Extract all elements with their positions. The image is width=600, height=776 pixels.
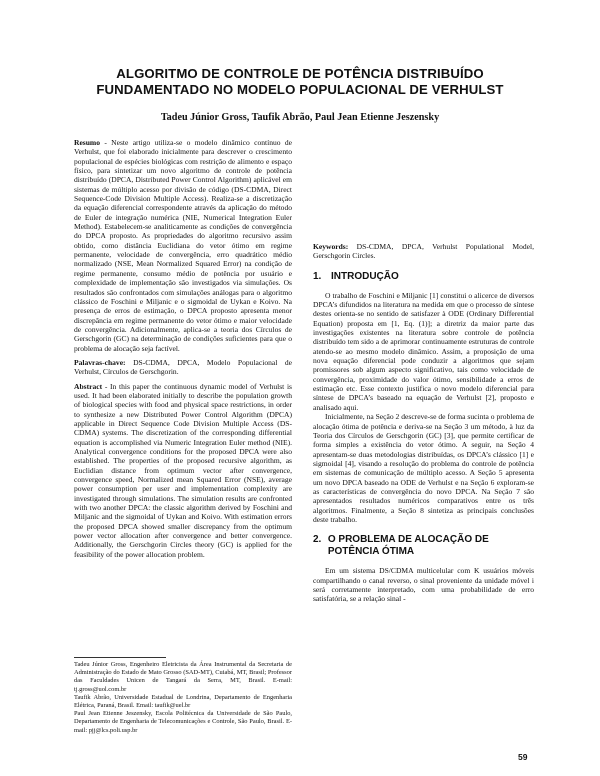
section-1-paragraph-1: O trabalho de Foschini e Miljanic [1] constitui o alicerce de diversos DPCA’s difundidos na literatura na medida em que o processo de síntese destes orienta-se no sentido de satisfazer à ODE (Ordinary Differential Equation) proposta em [1, Eq. (1)]; a diretriz da maior parte das investigações existentes na literatura sobre controle de potência distribuído tem sido a de aprimorar continuamente estruturas de controle atendo-se ao mesmo modelo dinâmico. Assim, a proposição de uma nova equação diferencial pode conduzir a algoritmos que sejam promissores sob algum aspecto significativo, tais como velocidade de convergência, proximidade do valor ótimo, sensibilidade a erros de estimação etc. Esse contexto justifica o novo modelo diferencial para síntese de DPCA’s baseado na equação de Verhulst [2], proposto e analisado aqui. [313, 290, 534, 412]
section-2-paragraph-1: Em um sistema DS/CDMA multicelular com K usuários móveis compartilhando o canal reverso, o sinal proveniente da unidade móvel i será corretamente interpretado, com uma probabilidade de erro satisfatória, se a relação sinal - [313, 566, 534, 604]
footnote-author-1: Tadeu Júnior Gross, Engenheiro Eletricista da Área Instrumental da Secretaria de Administração do Estado de Mato Grosso (SAD-MT), Cuiabá, MT, Brasil; Professor das Faculdades Unicen de Tangará da Serra, MT, Brasil. E-mail: tj.gross@uol.com.br [74, 661, 292, 693]
abstract-text: - In this paper the continuous dynamic model of Verhulst is used. It had been elaborated initially to describe the population growth of biological species with food and physical space restrictions, in order to synthesize a new Distributed Power Control Algorithm (DPCA) applicable in Direct Sequence Code Division Multiple Access (DS-CDMA) systems. The discretization of the corresponding differential equation is accomplished via Numeric Integration Euler method (NIE). Analytical convergence conditions for the proposed DPCA were also established. The properties of the proposed recursive algorithm, as Euclidian distance from optimum vector after convergence, convergence speed, Normalized mean Squared Error (NSE), average power consumption per user and implementation complexity are investigated through simulations. The simulation results are confronted with two another DPCA: the classic algorithm derived by Foschini and Miljanic and the sigmoidal of Uykan and Koivo. With estimation errors the proposed DPCA showed smaller discrepancy from the optimum power vector allocation after convergence and better convergence. Additionally, the Gerschgorin Circles theory (GC) is applied for the feasibility of the power allocation problem. [74, 381, 292, 559]
palavras-chave-paragraph [74, 358, 292, 377]
resumo-label: Resumo [74, 138, 100, 147]
keywords-paragraph [313, 242, 534, 261]
palavras-chave-text: DS-CDMA, DPCA, Modelo Populacional de Verhulst, Círculos de Gerschgorin. [74, 357, 292, 377]
section-1-number: 1. [313, 270, 322, 282]
right-column [313, 138, 534, 604]
abstract-label: Abstract [74, 381, 103, 391]
keywords-text: DS-CDMA, DPCA, Verhulst Populational Model, Gerschgorin Circles. [313, 242, 534, 261]
footnote-author-3: Paul Jean Etienne Jeszensky, Escola Politécnica da Universidade de São Paulo, Departamento de Engenharia de Telecomunicações e Controle, São Paulo, Brasil. E-mail: pjj@lcs.poli.usp.br [74, 710, 292, 734]
section-1-title: INTRODUÇÃO [331, 270, 399, 282]
left-column [74, 138, 292, 564]
author-footnote [74, 661, 292, 735]
section-2-heading [313, 534, 534, 558]
footnote-divider [74, 657, 166, 658]
section-2-number: 2. [313, 534, 322, 546]
page-number: 59 [518, 752, 528, 762]
section-1-heading [313, 271, 534, 283]
author-list: Tadeu Júnior Gross, Taufik Abrão, Paul Jean Etienne Jeszensky [160, 112, 440, 123]
resumo-paragraph [74, 138, 292, 353]
abstract-paragraph-start [74, 382, 292, 560]
palavras-chave-label: Palavras-chave: [74, 357, 126, 367]
footnote-author-2: Taufik Abrão, Universidade Estadual de Londrina, Departamento de Engenharia Elétrica, Paraná, Brasil. Email: taufik@uel.br [74, 693, 292, 710]
section-1-paragraph-2: Inicialmente, na Seção 2 descreve-se de forma sucinta o problema de alocação ótima de potência e deriva-se na Seção 3 um método, à luz da Teoria dos Círculos de Gerschgorin (GC) [3], que permite certificar de forma simples a existência do vetor ótimo. A seguir, na Seção 4 apresentam-se duas metodologias distribuídas, os DPCA’s clássico [1] e sigmoidal [4], visando a resolução do problema do controle de potência em sistemas de comunicação de múltiplo acesso. A Seção 5 apresenta um novo DPCA baseado na ODE de Verhulst e na Seção 6 exploram-se as características de convergência do novo DPCA. Na Seção 7 são apresentados resultados numéricos comparativos entre os três algoritmos. Finalmente, a Seção 8 sintetiza as principais conclusões deste trabalho. [313, 412, 534, 524]
keywords-label: Keywords: [313, 242, 349, 251]
paper-title: ALGORITMO DE CONTROLE DE POTÊNCIA DISTRIBUÍDO FUNDAMENTADO NO MODELO POPULACIONAL DE VERHULST [96, 66, 504, 97]
resumo-text: - Neste artigo utiliza-se o modelo dinâmico contínuo de Verhulst, que foi elaborado inicialmente para descrever o crescimento populacional de espécies biológicas com restrição de alimento e espaço físico, para sintetizar um novo algoritmo de controle de potência distribuído (DPCA, Distributed Power Control Algorithm) aplicável em sistemas de múltiplo acesso por divisão de código (DS-CDMA, Direct Sequence-Code Division Multiple Access). Realiza-se a discretização da equação diferencial correspondente através da aplicação do método de Euler de integração numérica (NIE, Numerical Integration Euler Method). Estabelecem-se analiticamente as condições de convergência do DPCA proposto. As propriedades do algoritmo recursivo assim obtido, como distância Euclidiana do vetor ótimo em regime permanente, velocidade de convergência, erro quadrático médio normalizado (NSE, Mean Normalized Squared Error) na condição de regime permanente, consumo médio de potência por usuário e complexidade de implementação são investigados via simulações. Os resultados são confrontados com simulações análogas para o algoritmo clássico de Foschini e Miljanic e o sigmoidal de Uykan e Koivo. Na presença de erros de estimação, o DPCA proposto apresenta menor discrepância em regime permanente do vetor ótimo e maior velocidade de convergência. Adicionalmente, aplica-se a teoria dos Círculos de Gerschgorin (GC) na determinação de condições suficientes para que o problema de alocação seja factível. [74, 138, 292, 353]
section-2-title: O PROBLEMA DE ALOCAÇÃO DE POTÊNCIA ÓTIMA [327, 534, 489, 558]
